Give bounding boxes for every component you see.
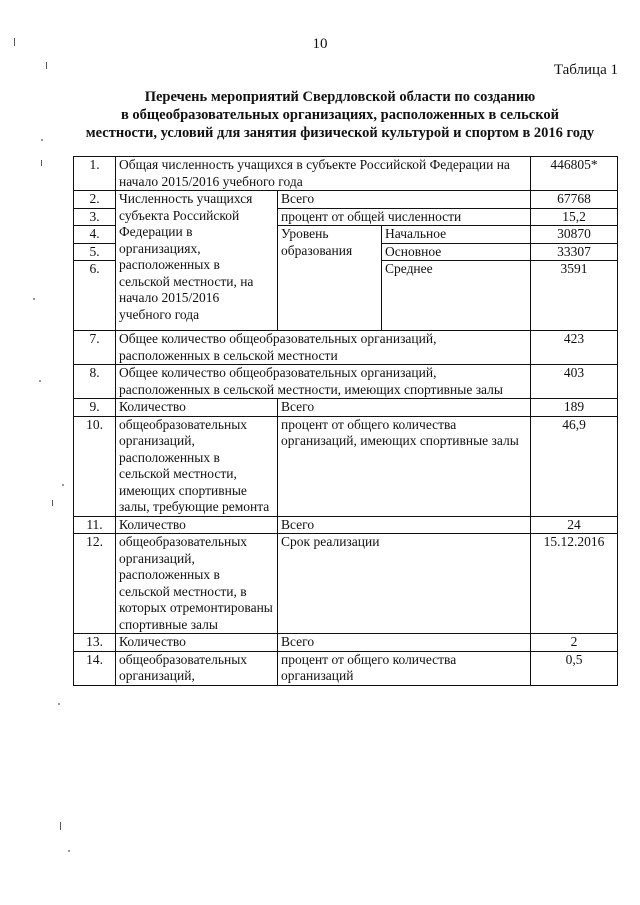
row-value: 46,9 — [531, 416, 618, 516]
group-description: общеобразовательных организаций, расположенных в сельской местности, в которых отремонтированы спортивные залы — [116, 534, 278, 634]
scan-mark — [14, 38, 15, 46]
table-row — [74, 416, 618, 516]
group-description: общеобразовательных организаций, расположенных в сельской местности, имеющих спортивные залы, требующие ремонта — [116, 416, 278, 516]
scan-mark — [33, 298, 35, 300]
row-number: 12. — [74, 534, 116, 634]
row-number: 5. — [74, 243, 116, 261]
row-number: 4. — [74, 226, 116, 244]
row-number: 13. — [74, 634, 116, 652]
row-level: Среднее — [382, 261, 531, 331]
table-row — [74, 516, 618, 534]
row-number: 3. — [74, 208, 116, 226]
row-number: 6. — [74, 261, 116, 331]
row-value: 15,2 — [531, 208, 618, 226]
row-value: 3591 — [531, 261, 618, 331]
row-value: 24 — [531, 516, 618, 534]
title-line: местности, условий для занятия физической культурой и спортом в 2016 году — [85, 125, 595, 141]
row-subcategory: Всего — [278, 516, 531, 534]
row-value: 15.12.2016 — [531, 534, 618, 634]
row-value: 67768 — [531, 191, 618, 209]
row-value: 189 — [531, 399, 618, 417]
table-row — [74, 399, 618, 417]
row-description: Общая численность учащихся в субъекте Российской Федерации на начало 2015/2016 учебного года — [116, 157, 531, 191]
group-label: Количество — [116, 399, 278, 417]
scan-mark — [39, 380, 41, 382]
row-subcategory: процент от общего количества организаций, имеющих спортивные залы — [278, 416, 531, 516]
table-row — [74, 634, 618, 652]
row-value: 403 — [531, 365, 618, 399]
table-row — [74, 157, 618, 191]
row-value: 423 — [531, 331, 618, 365]
scan-mark — [41, 160, 42, 166]
scan-mark — [62, 484, 64, 486]
row-number: 2. — [74, 191, 116, 209]
scan-mark — [58, 703, 60, 705]
row-description: Общее количество общеобразовательных организаций, расположенных в сельской местности, имеющих спортивные залы — [116, 365, 531, 399]
table-row — [74, 534, 618, 634]
row-subcategory: процент от общей численности — [278, 208, 531, 226]
document-title — [60, 88, 620, 142]
row-number: 8. — [74, 365, 116, 399]
scan-mark — [46, 62, 47, 69]
scan-mark — [52, 500, 53, 506]
row-value: 446805* — [531, 157, 618, 191]
scan-mark — [41, 139, 43, 141]
row-description: Общее количество общеобразовательных организаций, расположенных в сельской местности — [116, 331, 531, 365]
row-subcategory: Всего — [278, 399, 531, 417]
table-label: Таблица 1 — [553, 62, 618, 78]
group-education-level: Уровень образования — [278, 226, 382, 331]
group-label: Количество — [116, 516, 278, 534]
title-line: Перечень мероприятий Свердловской области по созданию — [144, 89, 536, 105]
page-number: 10 — [312, 36, 328, 52]
row-value: 2 — [531, 634, 618, 652]
row-subcategory: Всего — [278, 634, 531, 652]
row-subcategory: процент от общего количества организаций — [278, 651, 531, 685]
table-row — [74, 651, 618, 685]
scan-mark — [68, 850, 70, 852]
scan-mark — [60, 822, 61, 830]
measures-table — [73, 156, 618, 686]
row-value: 33307 — [531, 243, 618, 261]
table-row — [74, 191, 618, 209]
group-students-rural: Численность учащихся субъекта Российской Федерации в организациях, расположенных в сельской местности, на начало 2015/2016 учебного года — [116, 191, 278, 331]
row-number: 9. — [74, 399, 116, 417]
group-description: общеобразовательных организаций, — [116, 651, 278, 685]
row-subcategory: Всего — [278, 191, 531, 209]
row-level: Начальное — [382, 226, 531, 244]
row-number: 11. — [74, 516, 116, 534]
row-subcategory: Срок реализации — [278, 534, 531, 634]
row-number: 7. — [74, 331, 116, 365]
row-value: 0,5 — [531, 651, 618, 685]
table-row — [74, 365, 618, 399]
title-line: в общеобразовательных организациях, расположенных в сельской — [120, 107, 560, 123]
group-label: Количество — [116, 634, 278, 652]
row-number: 10. — [74, 416, 116, 516]
row-number: 14. — [74, 651, 116, 685]
table-row — [74, 331, 618, 365]
row-value: 30870 — [531, 226, 618, 244]
row-number: 1. — [74, 157, 116, 191]
row-level: Основное — [382, 243, 531, 261]
